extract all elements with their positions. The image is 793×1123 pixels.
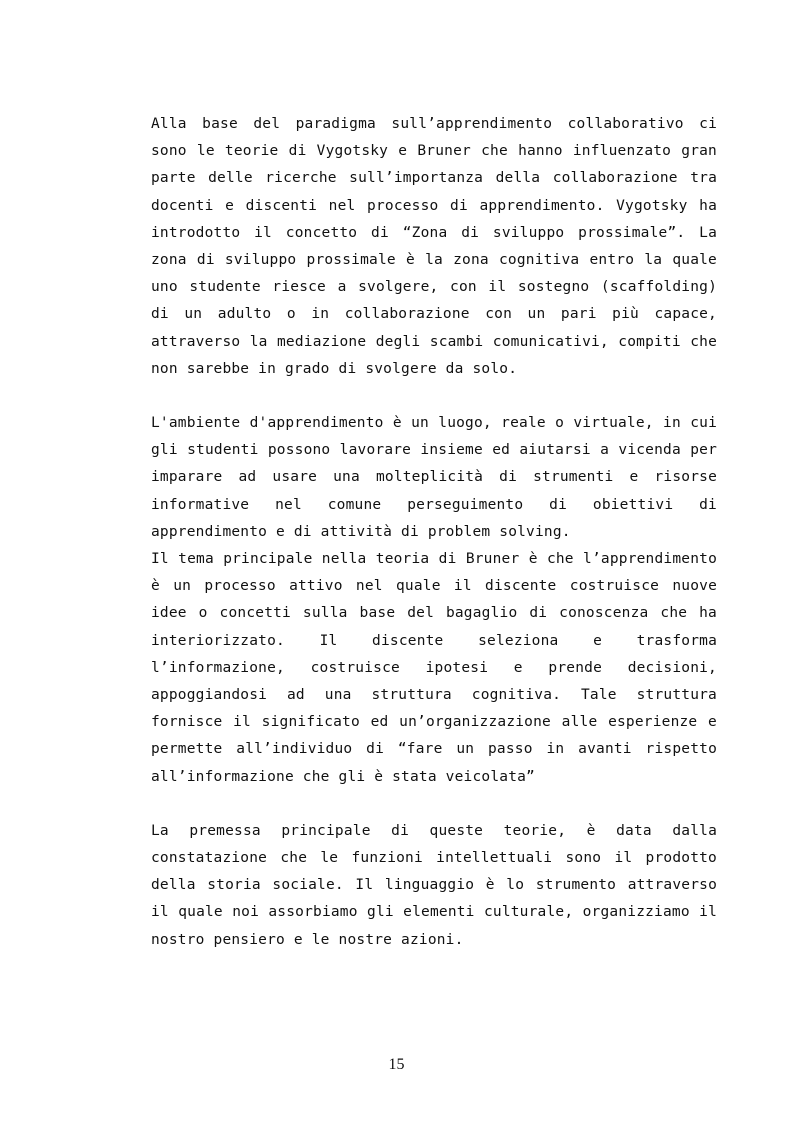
paragraph-bruner-theory: Il tema principale nella teoria di Bruner è che l’apprendimento è un processo attivo nel quale il discente costruisce nuove idee o concetti sulla base del bagaglio di conoscenza che ha interiorizzato. Il discente seleziona e trasforma l’informazione, costruisce ipotesi e prende decisioni, appoggiandosi ad una struttura cognitiva. Tale struttura fornisce il significato ed un’organizzazione alle esperienze e permette all’individuo di “fare un passo in avanti rispetto all’informazione che gli è stata veicolata”	[151, 551, 717, 785]
paragraph-premise: La premessa principale di queste teorie, è data dalla constatazione che le funzioni intellettuali sono il prodotto della storia sociale. Il linguaggio è lo strumento attraverso il quale noi assorbiamo gli elementi culturale, organizziamo il nostro pensiero e le nostre azioni.	[151, 822, 717, 948]
page-number: 15	[388, 1056, 405, 1073]
paragraph-learning-environment: L'ambiente d'apprendimento è un luogo, reale o virtuale, in cui gli studenti possono lavorare insieme ed aiutarsi a vicenda per imparare ad usare una molteplicità di strumenti e risorse informative nel comune perseguimento di obiettivi di apprendimento e di attività di problem solving.	[151, 415, 717, 540]
paragraph-vygotsky-bruner: Alla base del paradigma sull’apprendimento collaborativo ci sono le teorie di Vygotsky e Bruner che hanno influenzato gran parte delle ricerche sull’importanza della collaborazione tra docenti e discenti nel processo di apprendimento. Vygotsky ha introdotto il concetto di “Zona di sviluppo prossimale”. La zona di sviluppo prossimale è la zona cognitiva entro la quale uno studente riesce a svolgere, con il sostegno (scaffolding) di un adulto o in collaborazione con un pari più capace, attraverso la mediazione degli scambi comunicativi, compiti che non sarebbe in grado di svolgere da solo.	[151, 116, 717, 377]
body-text	[151, 111, 717, 954]
